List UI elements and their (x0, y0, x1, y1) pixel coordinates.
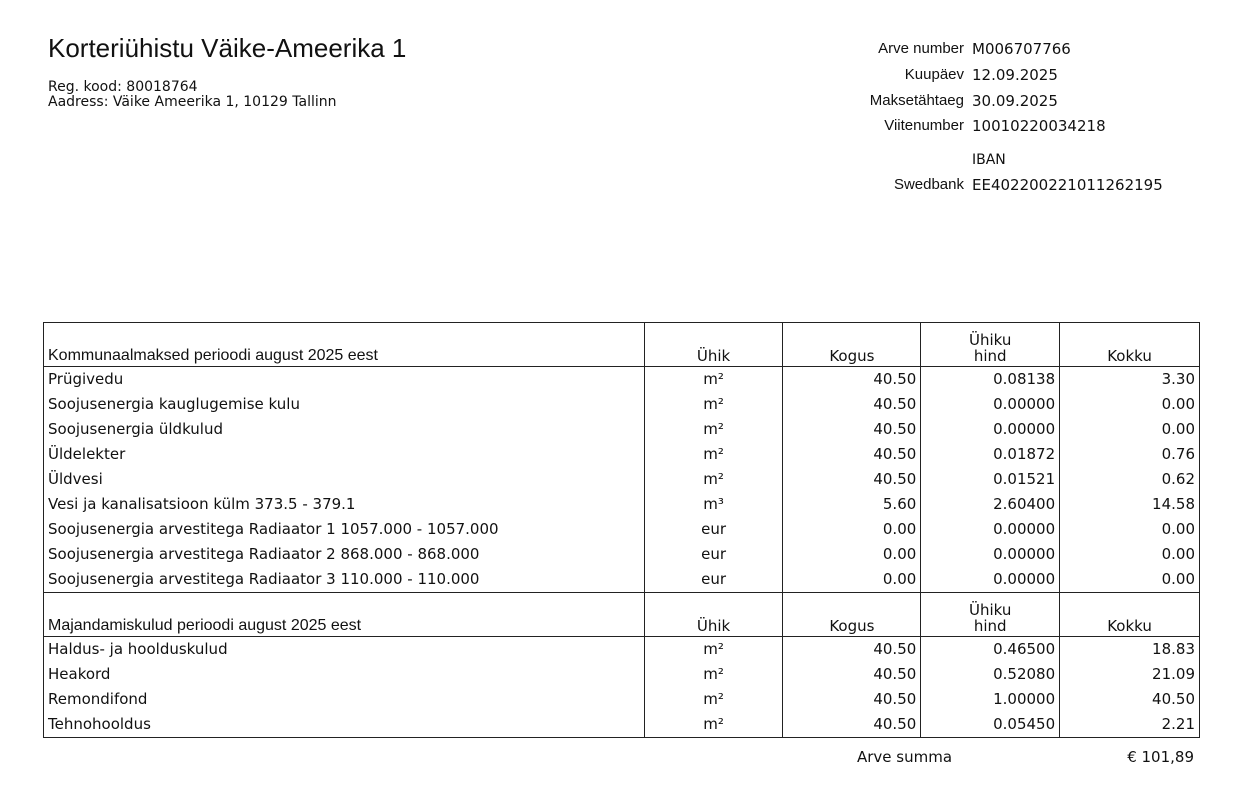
column-header-unit-price-line2: hind (973, 347, 1007, 365)
invoice-total-label: Arve summa (857, 748, 953, 766)
due-date-value: 30.09.2025 (972, 92, 1058, 110)
column-header-unit-price (921, 593, 1060, 637)
section-title: Kommunaalmaksed perioodi august 2025 eest (44, 323, 645, 367)
column-header-quantity: Kogus (783, 593, 921, 637)
table-row (44, 467, 1200, 492)
item-unit: m² (644, 392, 783, 417)
item-unit-price: 0.08138 (921, 367, 1060, 393)
item-unit: m² (644, 712, 783, 738)
item-name: Remondifond (44, 687, 645, 712)
item-name: Tehnohooldus (44, 712, 645, 738)
item-total: 18.83 (1060, 637, 1200, 663)
org-reg-code: Reg. kood: 80018764 (48, 79, 198, 95)
table-row (44, 392, 1200, 417)
iban-value: EE402200221011262195 (972, 176, 1163, 194)
item-total: 0.00 (1060, 517, 1200, 542)
item-quantity: 0.00 (783, 567, 921, 593)
item-unit-price: 0.00000 (921, 392, 1060, 417)
item-name: Üldelekter (44, 442, 645, 467)
item-total: 40.50 (1060, 687, 1200, 712)
column-header-unit: Ühik (644, 593, 783, 637)
item-name: Soojusenergia arvestitega Radiaator 2 868.000 - 868.000 (44, 542, 645, 567)
item-total: 21.09 (1060, 662, 1200, 687)
org-address: Aadress: Väike Ameerika 1, 10129 Tallinn (48, 94, 337, 110)
item-quantity: 0.00 (783, 542, 921, 567)
item-unit-price: 0.00000 (921, 542, 1060, 567)
item-total: 2.21 (1060, 712, 1200, 738)
item-total: 14.58 (1060, 492, 1200, 517)
table-row (44, 442, 1200, 467)
column-header-total: Kokku (1060, 323, 1200, 367)
table-row (44, 517, 1200, 542)
item-name: Soojusenergia üldkulud (44, 417, 645, 442)
item-unit-price: 0.00000 (921, 567, 1060, 593)
item-name: Soojusenergia kauglugemise kulu (44, 392, 645, 417)
invoice-total-value: € 101,89 (1127, 748, 1194, 766)
item-name: Soojusenergia arvestitega Radiaator 1 1057.000 - 1057.000 (44, 517, 645, 542)
item-unit-price: 0.46500 (921, 637, 1060, 663)
invoice-number-label: Arve number (878, 40, 964, 57)
item-total: 0.00 (1060, 542, 1200, 567)
item-unit: m² (644, 637, 783, 663)
item-unit-price: 2.60400 (921, 492, 1060, 517)
iban-label: IBAN (972, 152, 1006, 168)
org-name: Korteriühistu Väike-Ameerika 1 (48, 33, 407, 63)
table-row (44, 662, 1200, 687)
item-quantity: 40.50 (783, 442, 921, 467)
item-unit-price: 0.00000 (921, 517, 1060, 542)
item-quantity: 40.50 (783, 662, 921, 687)
table-row (44, 687, 1200, 712)
item-name: Vesi ja kanalisatsioon külm 373.5 - 379.1 (44, 492, 645, 517)
table-row (44, 492, 1200, 517)
item-unit: m² (644, 417, 783, 442)
item-quantity: 40.50 (783, 687, 921, 712)
item-unit-price: 0.52080 (921, 662, 1060, 687)
item-quantity: 40.50 (783, 367, 921, 393)
item-total: 3.30 (1060, 367, 1200, 393)
item-quantity: 40.50 (783, 637, 921, 663)
item-unit-price: 0.01872 (921, 442, 1060, 467)
item-unit: m³ (644, 492, 783, 517)
item-unit-price: 0.05450 (921, 712, 1060, 738)
column-header-unit-price-line1: Ühiku (969, 331, 1012, 349)
reference-number-label: Viitenumber (884, 117, 964, 134)
item-name: Haldus- ja hoolduskulud (44, 637, 645, 663)
item-quantity: 40.50 (783, 417, 921, 442)
table-row (44, 542, 1200, 567)
item-unit: eur (644, 517, 783, 542)
reference-number: 10010220034218 (972, 117, 1106, 135)
section-header-row (44, 593, 1200, 637)
item-quantity: 40.50 (783, 712, 921, 738)
item-unit: eur (644, 542, 783, 567)
column-header-unit-price (921, 323, 1060, 367)
item-unit: eur (644, 567, 783, 593)
table-row (44, 367, 1200, 393)
item-unit: m² (644, 367, 783, 393)
item-unit: m² (644, 442, 783, 467)
item-unit: m² (644, 687, 783, 712)
item-unit-price: 1.00000 (921, 687, 1060, 712)
table-row (44, 417, 1200, 442)
bank-label: Swedbank (893, 176, 964, 193)
invoice-number: M006707766 (972, 40, 1071, 58)
table-row (44, 637, 1200, 663)
item-name: Soojusenergia arvestitega Radiaator 3 110.000 - 110.000 (44, 567, 645, 593)
section-header-row (44, 323, 1200, 367)
item-total: 0.62 (1060, 467, 1200, 492)
item-name: Heakord (44, 662, 645, 687)
item-total: 0.00 (1060, 392, 1200, 417)
item-total: 0.76 (1060, 442, 1200, 467)
column-header-total: Kokku (1060, 593, 1200, 637)
column-header-unit-price-line1: Ühiku (969, 601, 1012, 619)
item-total: 0.00 (1060, 417, 1200, 442)
item-quantity: 0.00 (783, 517, 921, 542)
item-quantity: 40.50 (783, 467, 921, 492)
invoice-table (43, 322, 1200, 738)
column-header-quantity: Kogus (783, 323, 921, 367)
section-title: Majandamiskulud perioodi august 2025 eest (44, 593, 645, 637)
table-row (44, 712, 1200, 738)
column-header-unit-price-line2: hind (973, 617, 1007, 635)
item-unit: m² (644, 662, 783, 687)
item-quantity: 40.50 (783, 392, 921, 417)
date-value: 12.09.2025 (972, 66, 1058, 84)
due-date-label: Maksetähtaeg (869, 92, 964, 109)
item-name: Üldvesi (44, 467, 645, 492)
column-header-unit: Ühik (644, 323, 783, 367)
item-name: Prügivedu (44, 367, 645, 393)
item-unit: m² (644, 467, 783, 492)
item-unit-price: 0.00000 (921, 417, 1060, 442)
item-total: 0.00 (1060, 567, 1200, 593)
table-row (44, 567, 1200, 593)
item-quantity: 5.60 (783, 492, 921, 517)
item-unit-price: 0.01521 (921, 467, 1060, 492)
date-label: Kuupäev (904, 66, 964, 83)
